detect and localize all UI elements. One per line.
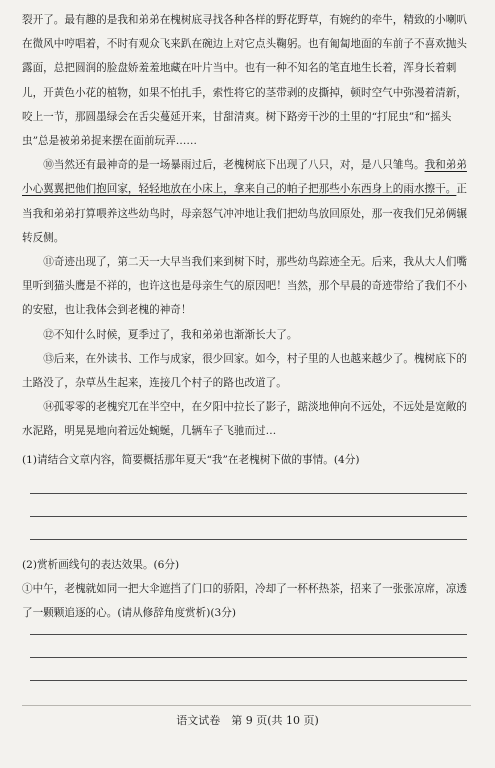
page-footer: 语文试卷 第 9 页(共 10 页) (176, 714, 319, 727)
paragraph-10 (22, 153, 471, 250)
answer-line[interactable] (30, 634, 467, 635)
answer-lines-q2[interactable] (30, 634, 467, 703)
passage (22, 8, 471, 472)
answer-line[interactable] (30, 657, 467, 658)
paragraph-14: ⑭孤零零的老槐究兀在半空中，在夕阳中拉长了影子，踮淡地伸向不远处，不远处是宽敞的水泥路，明晃晃地向着远处蜿蜒，几辆车子飞驰而过… (22, 401, 467, 438)
question-1: (1)请结合文章内容，简要概括那年夏天“我”在老槐树下做的事情。(4分) (22, 453, 360, 466)
footer-divider (22, 705, 471, 706)
paragraph-10-lead: ⑩当然还有最神奇的是一场暴雨过后，老槐树底下出现了八只，对，是八只雏鸟。 (43, 159, 425, 172)
question-2: (2)赏析画线句的表达效果。(6分) (22, 559, 180, 571)
underlined-sentence: 我和弟弟小心翼翼把他们抱回家，轻轻地放在小床上，拿来自己的帕子把那些小东西身上的雨水擦干。 (22, 159, 467, 196)
paragraph-13: ⑬后来，在外读书、工作与成家，很少回家。如今，村子里的人也越来越少了。槐树底下的土路没了，杂草丛生起来，连接几个村子的路也改道了。 (22, 352, 467, 390)
paragraph-continued: 裂开了。最有趣的是我和弟弟在槐树底寻找各种各样的野花野草，有婉约的牵牛，精致的小喇叭在微风中哼唱着，不时有观众飞来趴在碗边上对它点头鞠躬。也有匍匐地面的车前子不喜欢抛头露面，总把圆润的脸盘娇羞羞地藏在叶片当中。也有一种不知名的笔直地生长着，浑身长着刺儿，开黄色小花的植物，如果不怕扎手，索性将它的茎带剥的皮撕掉，顿时空气中弥漫着清新，咬上一节，那圆墨绿会在舌尖蔓延开来，甘甜清爽。树下路旁干沙的土里的“打屁虫”和“摇头虫”总是被弟弟捉来摆在面前玩弄…… (22, 14, 467, 148)
answer-line[interactable] (30, 539, 467, 540)
answer-line[interactable] (30, 516, 467, 517)
question-2-sub-1: ①中午，老槐就如同一把大伞遮挡了门口的骄阳，冷却了一杯杯热茶，招来了一张张凉席，凉透了一颗颗追逐的心。(请从修辞角度赏析)(3分) (22, 583, 467, 620)
answer-lines-q1[interactable] (30, 493, 467, 562)
paragraph-10-tail: 正当我和弟弟打算喂养这些幼鸟时，母亲怒气冲冲地让我们把幼鸟放回原处，那一夜我们兄弟俩辗转反侧。 (22, 183, 467, 244)
answer-line[interactable] (30, 680, 467, 681)
question-2-block (22, 553, 471, 626)
paragraph-12: ⑫不知什么时候，夏季过了，我和弟弟也渐渐长大了。 (43, 328, 298, 341)
paragraph-11: ⑪奇迹出现了，第二天一大早当我们来到树下时，那些幼鸟踪迹全无。后来，我从大人们嘴里听到猫头鹰是不祥的，也许这也是母亲生气的原因吧！当然，那个早晨的奇迹带给了我们不小的安慰，也让我体会到老槐的神奇！ (22, 256, 467, 317)
answer-line[interactable] (30, 493, 467, 494)
